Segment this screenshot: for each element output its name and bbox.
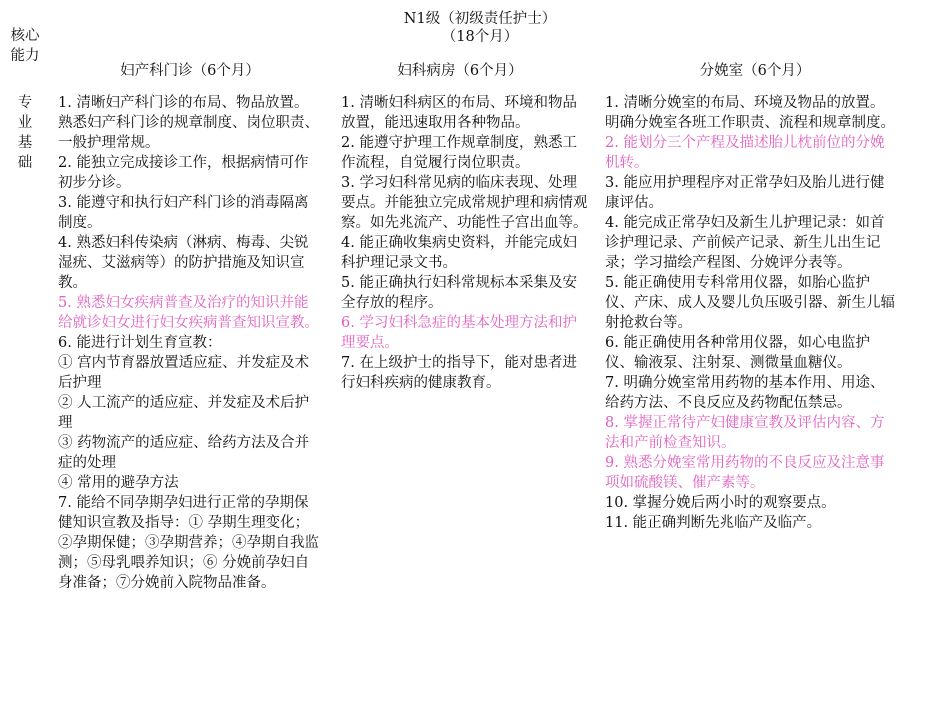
- item-number: 1.: [605, 95, 619, 111]
- item-number: 1.: [341, 95, 355, 111]
- list-item: [605, 173, 895, 213]
- column-title-delivery: 分娩室（6个月）: [699, 63, 811, 79]
- item-text: 清晰妇产科门诊的布局、物品放置。熟悉妇产科门诊的规章制度、岗位职责、一般护理常规。: [58, 95, 319, 151]
- item-text: 能正确收集病史资料，并能完成妇科护理记录文书。: [341, 235, 577, 271]
- item-number: 6.: [341, 315, 355, 331]
- item-number: 5.: [341, 275, 355, 291]
- item-text: 学习妇科急症的基本处理方法和护理要点。: [341, 315, 577, 351]
- basis-char: 专: [17, 95, 33, 111]
- item-number: 4.: [341, 235, 355, 251]
- item-number: 2.: [341, 135, 355, 151]
- item-text: 熟悉妇女疾病普查及治疗的知识并能给就诊妇女进行妇女疾病普查知识宣教。: [58, 295, 319, 331]
- item-number: 7.: [341, 355, 355, 371]
- list-item: [58, 433, 322, 473]
- item-text: 熟悉分娩室常用药物的不良反应及注意事项如硫酸镁、催产素等。: [605, 455, 885, 491]
- item-number: 5.: [58, 295, 72, 311]
- list-item: [605, 213, 895, 273]
- item-text: 能正确使用专科常用仪器，如胎心监护仪、产床、成人及婴儿负压吸引器、新生儿辐射抢救台等。: [605, 275, 895, 331]
- list-item: [58, 233, 322, 293]
- list-item: [58, 193, 322, 233]
- item-number: 3.: [341, 175, 355, 191]
- column-outpatient: [58, 93, 322, 593]
- item-text: 明确分娩室常用药物的基本作用、用途、给药方法、不良反应及药物配伍禁忌。: [605, 375, 885, 411]
- item-number: 10.: [605, 495, 629, 511]
- column-title-outpatient: 妇产科门诊（6个月）: [120, 63, 260, 79]
- list-item: [605, 413, 895, 453]
- item-number: 5.: [605, 275, 619, 291]
- item-number: 1.: [58, 95, 72, 111]
- basis-char: 础: [17, 155, 33, 171]
- item-text: 能正确使用各种常用仪器，如心电监护仪、输液泵、注射泵、测微量血糖仪。: [605, 335, 870, 371]
- list-item: [341, 353, 591, 393]
- item-text: 能划分三个产程及描述胎儿枕前位的分娩机转。: [605, 135, 885, 171]
- list-item: [605, 273, 895, 333]
- item-number: 6.: [605, 335, 619, 351]
- basis-char: 业: [17, 115, 33, 131]
- item-number: 3.: [58, 195, 72, 211]
- item-number: ①: [58, 355, 73, 371]
- item-text: 掌握分娩后两小时的观察要点。: [632, 495, 836, 511]
- item-text: 在上级护士的指导下，能对患者进行妇科疾病的健康教育。: [341, 355, 577, 391]
- item-number: 4.: [58, 235, 72, 251]
- item-text: 熟悉妇科传染病（淋病、梅毒、尖锐湿疣、艾滋病等）的防护措施及知识宣教。: [58, 235, 309, 291]
- professional-basis-label: [10, 93, 40, 173]
- item-text: 人工流产的适应症、并发症及术后护理: [58, 395, 310, 431]
- list-item: [58, 93, 322, 153]
- item-text: 能完成正常孕妇及新生儿护理记录：如首诊护理记录、产前候产记录、新生儿出生记录；学习描绘产程图、分娩评分表等。: [605, 215, 885, 271]
- list-item: [58, 393, 322, 433]
- list-item: [605, 133, 895, 173]
- basis-char: 基: [17, 135, 33, 151]
- list-item: [58, 153, 322, 193]
- item-text: 清晰妇科病区的布局、环境和物品放置，能迅速取用各种物品。: [341, 95, 577, 131]
- item-text: 能独立完成接诊工作，根据病情可作初步分诊。: [58, 155, 309, 191]
- core-ability-label: [10, 26, 40, 66]
- item-text: 药物流产的适应症、给药方法及合并症的处理: [58, 435, 310, 471]
- column-title-ward: 妇科病房（6个月）: [397, 63, 523, 79]
- item-text: 清晰分娩室的布局、环境及物品的放置。明确分娩室各班工作职责、流程和规章制度。: [605, 95, 895, 131]
- list-item: [58, 333, 322, 353]
- list-item: [341, 313, 591, 353]
- item-text: 学习妇科常见病的临床表现、处理要点。并能独立完成常规护理和病情观察。如先兆流产、功能性子宫出血等。: [341, 175, 588, 231]
- item-number: ②: [58, 395, 73, 411]
- item-text: 宫内节育器放置适应症、并发症及术后护理: [58, 355, 310, 391]
- item-text: 能遵守和执行妇产科门诊的消毒隔离制度。: [58, 195, 309, 231]
- list-item: [605, 493, 895, 513]
- item-number: 2.: [605, 135, 619, 151]
- item-number: 9.: [605, 455, 619, 471]
- level-title: N1级（初级责任护士）: [403, 11, 557, 27]
- list-item: [341, 173, 591, 233]
- list-item: [341, 93, 591, 133]
- item-text: 能正确执行妇科常规标本采集及安全存放的程序。: [341, 275, 577, 311]
- list-item: [58, 353, 322, 393]
- item-text: 能应用护理程序对正常孕妇及胎儿进行健康评估。: [605, 175, 885, 211]
- duration-label: （18个月）: [441, 29, 519, 45]
- item-text: 能遵守护理工作规章制度，熟悉工作流程，自觉履行岗位职责。: [341, 135, 577, 171]
- list-item: [605, 453, 895, 493]
- item-number: 7.: [58, 495, 72, 511]
- item-text: 能正确判断先兆临产及临产。: [632, 515, 822, 531]
- item-number: 2.: [58, 155, 72, 171]
- item-number: 4.: [605, 215, 619, 231]
- list-item: [605, 373, 895, 413]
- item-text: 常用的避孕方法: [77, 475, 179, 491]
- item-number: 11.: [605, 515, 629, 531]
- list-item: [605, 93, 895, 133]
- item-text: 能给不同孕期孕妇进行正常的孕期保健知识宣教及指导：① 孕期生理变化；②孕期保健；③孕期营养；④孕期自我监测；⑤母乳喂养知识；⑥ 分娩前孕妇自身准备；⑦分娩前入院物品准备。: [58, 495, 319, 591]
- item-number: ③: [58, 435, 73, 451]
- list-item: [58, 293, 322, 333]
- list-item: [58, 473, 322, 493]
- list-item: [58, 493, 322, 593]
- item-number: ④: [58, 475, 73, 491]
- column-delivery: [605, 93, 895, 533]
- item-text: 能进行计划生育宣教：: [76, 335, 222, 351]
- list-item: [605, 333, 895, 373]
- list-item: [341, 133, 591, 173]
- list-item: [341, 233, 591, 273]
- item-number: 7.: [605, 375, 619, 391]
- core-label-line1: 核心: [10, 28, 40, 44]
- item-number: 8.: [605, 415, 619, 431]
- item-text: 掌握正常待产妇健康宣教及评估内容、方法和产前检查知识。: [605, 415, 885, 451]
- item-number: 6.: [58, 335, 72, 351]
- item-number: 3.: [605, 175, 619, 191]
- list-item: [605, 513, 895, 533]
- column-ward: [341, 93, 591, 393]
- core-label-line2: 能力: [10, 48, 40, 64]
- list-item: [341, 273, 591, 313]
